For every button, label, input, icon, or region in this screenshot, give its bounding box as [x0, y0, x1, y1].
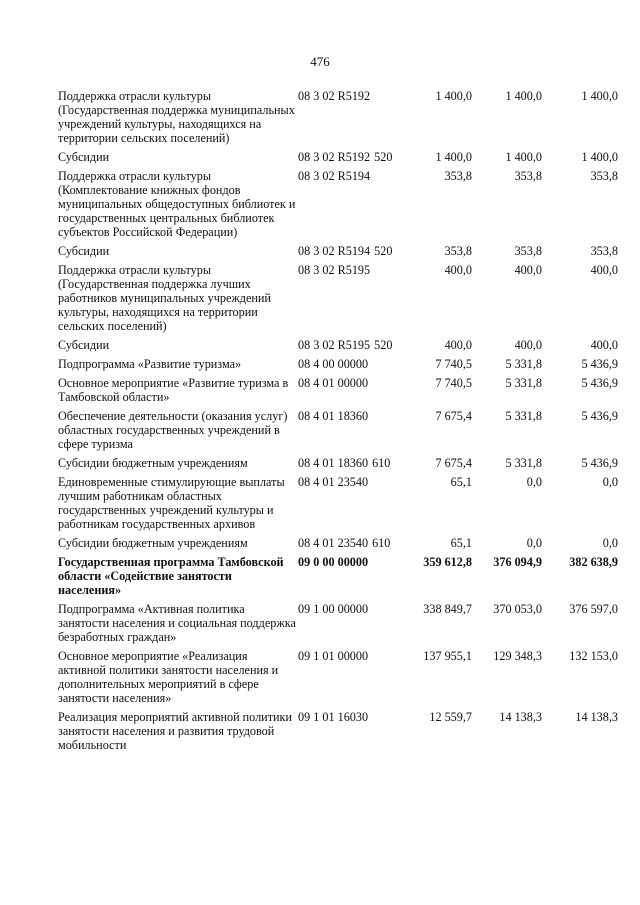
target-code: 08 3 02 R5194 — [298, 244, 371, 258]
amount-year-2: 0,0 — [526, 475, 542, 489]
amount-year-3: 353,8 — [590, 244, 618, 258]
row-name: Субсидии бюджетным учреждениям — [58, 456, 248, 470]
amount-year-2: 353,8 — [514, 244, 542, 258]
row-name: Поддержка отрасли культуры (Государственная поддержка лучших работников муниципальных учреждений культуры, находящихся на территории сельских поселений) — [58, 263, 271, 333]
amount-year-2: 5 331,8 — [505, 409, 542, 423]
row-name: Поддержка отрасли культуры (Комплектование книжных фондов муниципальных общедоступных библиотек и государственных центральных библиотек субъектов Российской Федерации) — [58, 169, 296, 239]
amount-year-3: 400,0 — [590, 338, 618, 352]
expense-type-code: 520 — [374, 150, 393, 164]
amount-year-2: 376 094,9 — [493, 555, 542, 569]
row-code-cell — [298, 150, 397, 169]
amount-year-1: 7 675,4 — [435, 409, 472, 423]
target-code: 09 1 01 00000 — [298, 649, 369, 663]
row-name: Реализация мероприятий активной политики занятости населения и развития трудовой мобильности — [58, 710, 292, 752]
row-name: Единовременные стимулирующие выплаты лучшим работникам областных государственных учреждений культуры и работникам государственных архивов — [58, 475, 285, 531]
expense-type-code: 610 — [372, 456, 391, 470]
target-code: 09 1 00 00000 — [298, 602, 369, 616]
amount-year-3: 14 138,3 — [575, 710, 618, 724]
row-code-cell — [298, 244, 397, 263]
table-row — [58, 357, 618, 376]
amount-year-1: 12 559,7 — [429, 710, 472, 724]
row-code-cell — [298, 409, 397, 456]
amount-year-2: 353,8 — [514, 169, 542, 183]
target-code: 08 4 01 00000 — [298, 376, 369, 390]
amount-year-2: 1 400,0 — [505, 89, 542, 103]
table-row — [58, 89, 618, 150]
table-row — [58, 338, 618, 357]
target-code: 08 3 02 R5195 — [298, 263, 371, 277]
amount-year-3: 400,0 — [590, 263, 618, 277]
row-code-cell — [298, 338, 397, 357]
amount-year-1: 353,8 — [444, 169, 472, 183]
page-number: 476 — [310, 54, 330, 69]
table-row — [58, 244, 618, 263]
target-code: 08 4 01 18360 — [298, 409, 369, 423]
amount-year-3: 5 436,9 — [581, 409, 618, 423]
target-code: 08 3 02 R5192 — [298, 150, 371, 164]
row-name: Субсидии — [58, 244, 110, 258]
row-code-cell — [298, 602, 397, 649]
row-code-cell — [298, 555, 397, 602]
expense-type-code: 520 — [374, 338, 393, 352]
table-row — [58, 263, 618, 338]
budget-table — [58, 89, 618, 757]
target-code: 08 4 01 23540 — [298, 475, 369, 489]
amount-year-3: 5 436,9 — [581, 376, 618, 390]
amount-year-3: 5 436,9 — [581, 357, 618, 371]
row-name: Подпрограмма «Развитие туризма» — [58, 357, 242, 371]
target-code: 09 1 01 16030 — [298, 710, 369, 724]
amount-year-2: 14 138,3 — [499, 710, 542, 724]
row-name: Поддержка отрасли культуры (Государственная поддержка муниципальных учреждений культуры, находящихся на территории сельских поселений) — [58, 89, 295, 145]
table-row — [58, 555, 618, 602]
row-name: Подпрограмма «Активная политика занятости населения и социальная поддержка безработных граждан» — [58, 602, 296, 644]
table-row — [58, 409, 618, 456]
amount-year-2: 5 331,8 — [505, 376, 542, 390]
amount-year-3: 0,0 — [602, 475, 618, 489]
amount-year-1: 338 849,7 — [423, 602, 472, 616]
amount-year-2: 0,0 — [526, 536, 542, 550]
target-code: 09 0 00 00000 — [298, 555, 369, 569]
row-code-cell — [298, 169, 397, 244]
amount-year-3: 1 400,0 — [581, 150, 618, 164]
target-code: 08 4 01 18360 — [298, 456, 369, 470]
amount-year-3: 1 400,0 — [581, 89, 618, 103]
amount-year-2: 400,0 — [514, 338, 542, 352]
row-name: Основное мероприятие «Развитие туризма в Тамбовской области» — [58, 376, 289, 404]
table-row — [58, 456, 618, 475]
target-code: 08 4 00 00000 — [298, 357, 369, 371]
target-code: 08 3 02 R5194 — [298, 169, 371, 183]
row-code-cell — [298, 456, 397, 475]
amount-year-2: 400,0 — [514, 263, 542, 277]
amount-year-3: 0,0 — [602, 536, 618, 550]
amount-year-3: 353,8 — [590, 169, 618, 183]
amount-year-3: 382 638,9 — [569, 555, 618, 569]
amount-year-2: 5 331,8 — [505, 357, 542, 371]
table-row — [58, 710, 618, 757]
amount-year-1: 7 740,5 — [435, 357, 472, 371]
target-code: 08 4 01 23540 — [298, 536, 369, 550]
table-row — [58, 150, 618, 169]
table-row — [58, 536, 618, 555]
row-code-cell — [298, 376, 397, 409]
amount-year-2: 370 053,0 — [493, 602, 542, 616]
row-name: Обеспечение деятельности (оказания услуг) областных государственных учреждений в сфере туризма — [58, 409, 288, 451]
row-code-cell — [298, 89, 397, 150]
row-code-cell — [298, 357, 397, 376]
row-name: Субсидии — [58, 338, 110, 352]
amount-year-1: 137 955,1 — [423, 649, 472, 663]
amount-year-1: 400,0 — [444, 338, 472, 352]
amount-year-1: 7 675,4 — [435, 456, 472, 470]
row-name: Основное мероприятие «Реализация активной политики занятости населения и дополнительных мероприятий в сфере занятости населения» — [58, 649, 279, 705]
amount-year-2: 5 331,8 — [505, 456, 542, 470]
amount-year-2: 1 400,0 — [505, 150, 542, 164]
amount-year-1: 7 740,5 — [435, 376, 472, 390]
table-row — [58, 475, 618, 536]
amount-year-1: 353,8 — [444, 244, 472, 258]
expense-type-code: 520 — [374, 244, 393, 258]
amount-year-1: 65,1 — [450, 475, 472, 489]
row-code-cell — [298, 710, 397, 757]
row-code-cell — [298, 536, 397, 555]
row-code-cell — [298, 475, 397, 536]
row-name: Субсидии — [58, 150, 110, 164]
amount-year-2: 129 348,3 — [493, 649, 542, 663]
target-code: 08 3 02 R5195 — [298, 338, 371, 352]
amount-year-3: 5 436,9 — [581, 456, 618, 470]
table-row — [58, 649, 618, 710]
table-row — [58, 602, 618, 649]
table-row — [58, 169, 618, 244]
row-name: Государственная программа Тамбовской области «Содействие занятости населения» — [58, 555, 284, 597]
row-code-cell — [298, 263, 397, 338]
amount-year-3: 376 597,0 — [569, 602, 618, 616]
amount-year-1: 400,0 — [444, 263, 472, 277]
row-code-cell — [298, 649, 397, 710]
amount-year-1: 359 612,8 — [423, 555, 472, 569]
amount-year-1: 1 400,0 — [435, 89, 472, 103]
row-name: Субсидии бюджетным учреждениям — [58, 536, 248, 550]
target-code: 08 3 02 R5192 — [298, 89, 371, 103]
amount-year-3: 132 153,0 — [569, 649, 618, 663]
table-row — [58, 376, 618, 409]
expense-type-code: 610 — [372, 536, 391, 550]
amount-year-1: 1 400,0 — [435, 150, 472, 164]
amount-year-1: 65,1 — [450, 536, 472, 550]
budget-table-body — [58, 89, 618, 757]
